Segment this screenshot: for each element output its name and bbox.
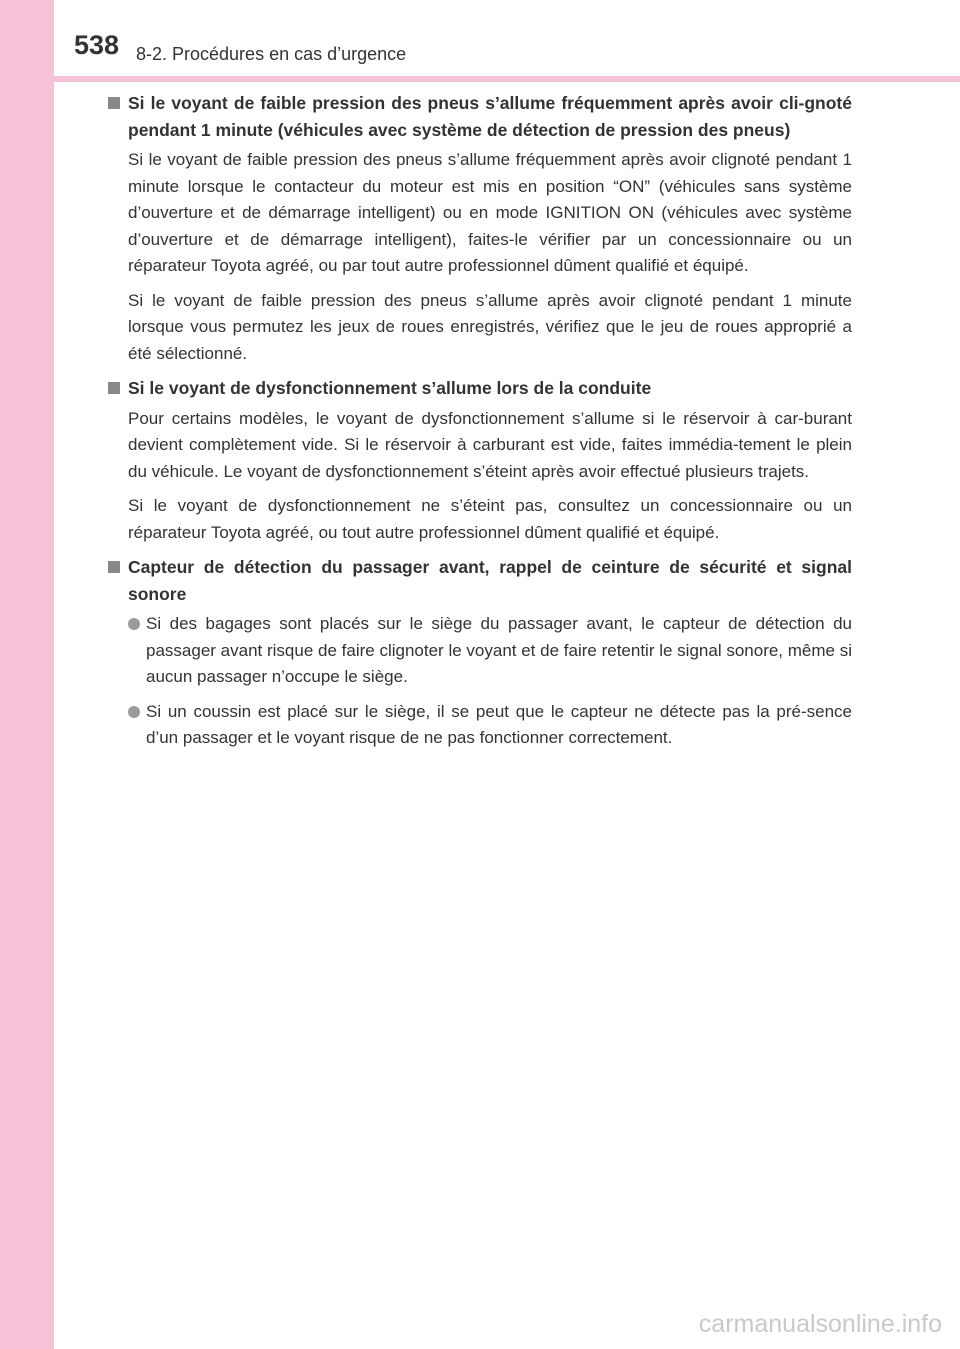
square-bullet-icon	[108, 97, 120, 109]
section-tire-pressure	[108, 90, 852, 367]
list-item-text: Si un coussin est placé sur le siège, il se peut que le capteur ne détecte pas la pré-sence d’un passager et le voyant risque de ne pas fonctionner correctement.	[146, 701, 852, 747]
page-content	[108, 90, 852, 760]
section-heading	[108, 375, 852, 402]
page-number: 538	[74, 30, 120, 60]
section-malfunction-light	[108, 375, 852, 546]
list-item	[128, 611, 852, 691]
section-title: 8-2. Procédures en cas d’urgence	[136, 44, 407, 64]
section-passenger-sensor	[108, 554, 852, 752]
heading-text: Capteur de détection du passager avant, rappel de ceinture de sécurité et signal sonore	[128, 557, 852, 604]
circle-bullet-icon	[128, 618, 140, 630]
header-rule	[54, 76, 960, 82]
heading-text: Si le voyant de dysfonctionnement s’allume lors de la conduite	[128, 378, 652, 398]
section-heading	[108, 90, 852, 143]
watermark: carmanualsonline.info	[698, 1310, 942, 1338]
section-heading	[108, 554, 852, 607]
square-bullet-icon	[108, 382, 120, 394]
list-item-text: Si des bagages sont placés sur le siège du passager avant, le capteur de détection du passager avant risque de faire clignoter le voyant et de faire retentir le signal sonore, même si aucun passager n’occupe le siège.	[146, 614, 852, 686]
circle-bullet-icon	[128, 706, 140, 718]
paragraph: Si le voyant de faible pression des pneus s’allume après avoir clignoté pendant 1 minute lorsque vous permutez les jeux de roues enregistrés, vérifiez que le jeu de roues approprié a été sélectionné.	[128, 290, 852, 363]
left-margin-band	[0, 0, 54, 1349]
paragraph: Pour certains modèles, le voyant de dysfonctionnement s’allume si le réservoir à car-burant devient complètement vide. Si le réservoir à carburant est vide, faites immédia-tement le plein du véhicule. Le voyant de dysfonctionnement s’éteint après avoir effectué plusieurs trajets.	[128, 408, 852, 481]
paragraph: Si le voyant de dysfonctionnement ne s’éteint pas, consultez un concessionnaire ou un réparateur Toyota agréé, ou tout autre professionnel dûment qualifié et équipé.	[128, 496, 852, 542]
square-bullet-icon	[108, 561, 120, 573]
heading-text: Si le voyant de faible pression des pneus s’allume fréquemment après avoir cli-gnoté pendant 1 minute (véhicules avec système de détection de pression des pneus)	[128, 93, 852, 140]
list-item	[128, 699, 852, 752]
paragraph: Si le voyant de faible pression des pneus s’allume fréquemment après avoir clignoté pendant 1 minute lorsque le contacteur du moteur est mis en position “ON” (véhicules sans système d’ouverture et de démarrage intelligent) ou en mode IGNITION ON (véhicules avec système d’ouverture et de démarrage intelligent), faites-le vérifier par un concessionnaire ou un réparateur Toyota agréé, ou par tout autre professionnel dûment qualifié et équipé.	[128, 150, 852, 275]
